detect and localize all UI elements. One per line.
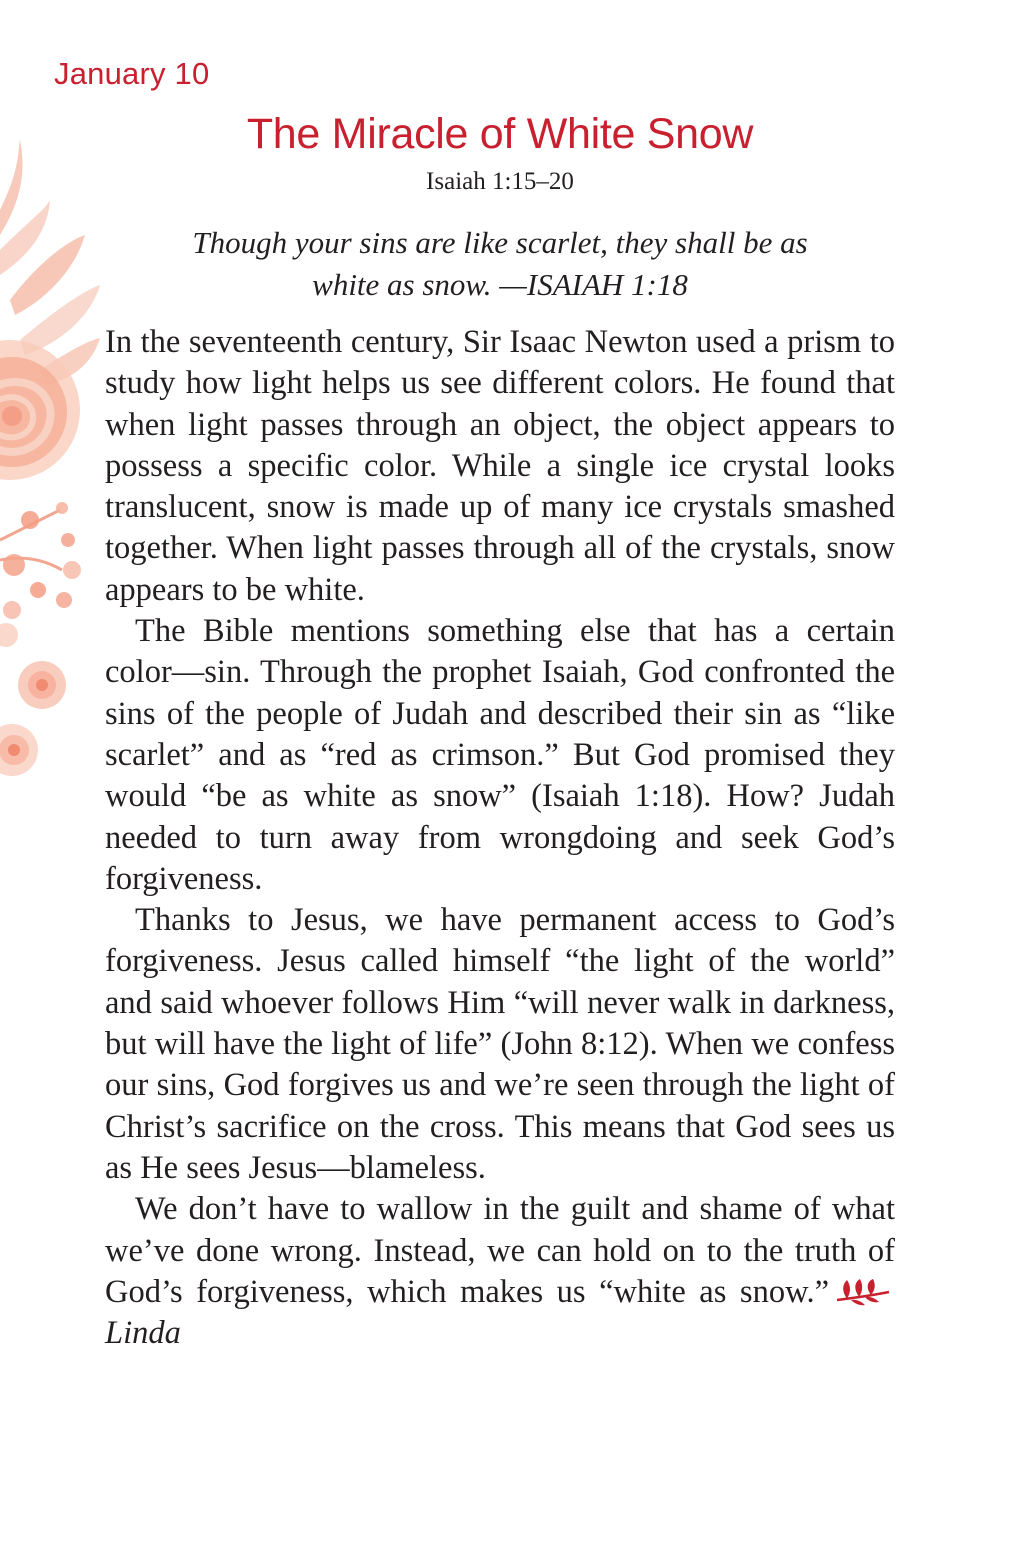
- key-verse-line-2: white as snow. —ISAIAH 1:18: [312, 267, 688, 302]
- devotion-date: January 10: [54, 56, 210, 91]
- leaf-sprig-icon: [835, 1278, 891, 1308]
- key-verse: [150, 222, 850, 306]
- body-paragraph: Thanks to Jesus, we have permanent access to God’s forgiveness. Jesus called himself “the light of the world” and said whoever follows Him “will never walk in darkness, but will have the light of life” (John 8:12). When we confess our sins, God forgives us and we’re seen through the light of Christ’s sacrifice on the cross. This means that God sees us as He sees Jesus—blameless.: [105, 902, 895, 1186]
- body-paragraph-final: [105, 1189, 895, 1354]
- devotion-title: The Miracle of White Snow: [246, 110, 754, 158]
- body-paragraph: In the seventeenth century, Sir Isaac Newton used a prism to study how light helps us see different colors. He found that when light passes through an object, the object appears to possess a specific color. While a single ice crystal looks translucent, snow is made up of many ice crystals smashed together. When light passes through all of the crystals, snow appears to be white.: [105, 324, 895, 608]
- floral-decoration: [0, 140, 110, 790]
- body-paragraph: The Bible mentions something else that has a certain color—sin. Through the prophet Isaiah, God confronted the sins of the people of Judah and described their sin as “like scarlet” and as “red as crimson.” But God promised they would “be as white as snow” (Isaiah 1:18). How? Judah needed to turn away from wrongdoing and seek God’s forgiveness.: [105, 613, 895, 897]
- final-paragraph-text: We don’t have to wallow in the guilt and shame of what we’ve done wrong. Instead, we can hold on to the truth of God’s forgiveness, which makes us “white as snow.”: [105, 1191, 895, 1310]
- scripture-reading: Isaiah 1:15–20: [426, 168, 574, 195]
- key-verse-line-1: Though your sins are like scarlet, they shall be as: [192, 225, 808, 260]
- author-name: Linda: [105, 1315, 181, 1352]
- devotion-body: [105, 322, 895, 1354]
